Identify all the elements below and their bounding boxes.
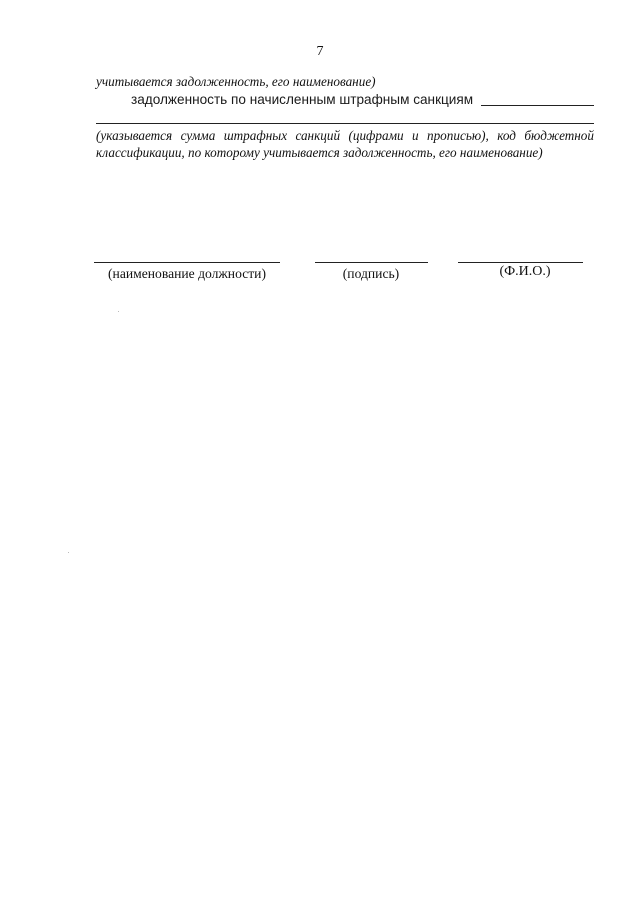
signature-line [315, 262, 428, 263]
name-line [458, 262, 583, 263]
scan-speck [118, 311, 119, 312]
penalties-amount-line [96, 123, 594, 124]
signature-label: (подпись) [342, 266, 400, 281]
page-number: 7 [316, 44, 324, 59]
debt-penalties-label: задолженность по начисленным штрафным санкциям [131, 92, 474, 107]
position-line [94, 262, 280, 263]
continuation-text: учитывается задолженность, его наименование) [96, 74, 376, 89]
penalties-note: (указывается сумма штрафных санкций (цифрами и прописью), код бюджетной классификации, по которому учитывается задолженность, его наименование) [96, 128, 594, 160]
name-label: (Ф.И.О.) [499, 264, 551, 279]
position-label: (наименование должности) [108, 266, 266, 281]
scan-speck [68, 552, 69, 553]
penalties-fill-line [481, 105, 594, 106]
